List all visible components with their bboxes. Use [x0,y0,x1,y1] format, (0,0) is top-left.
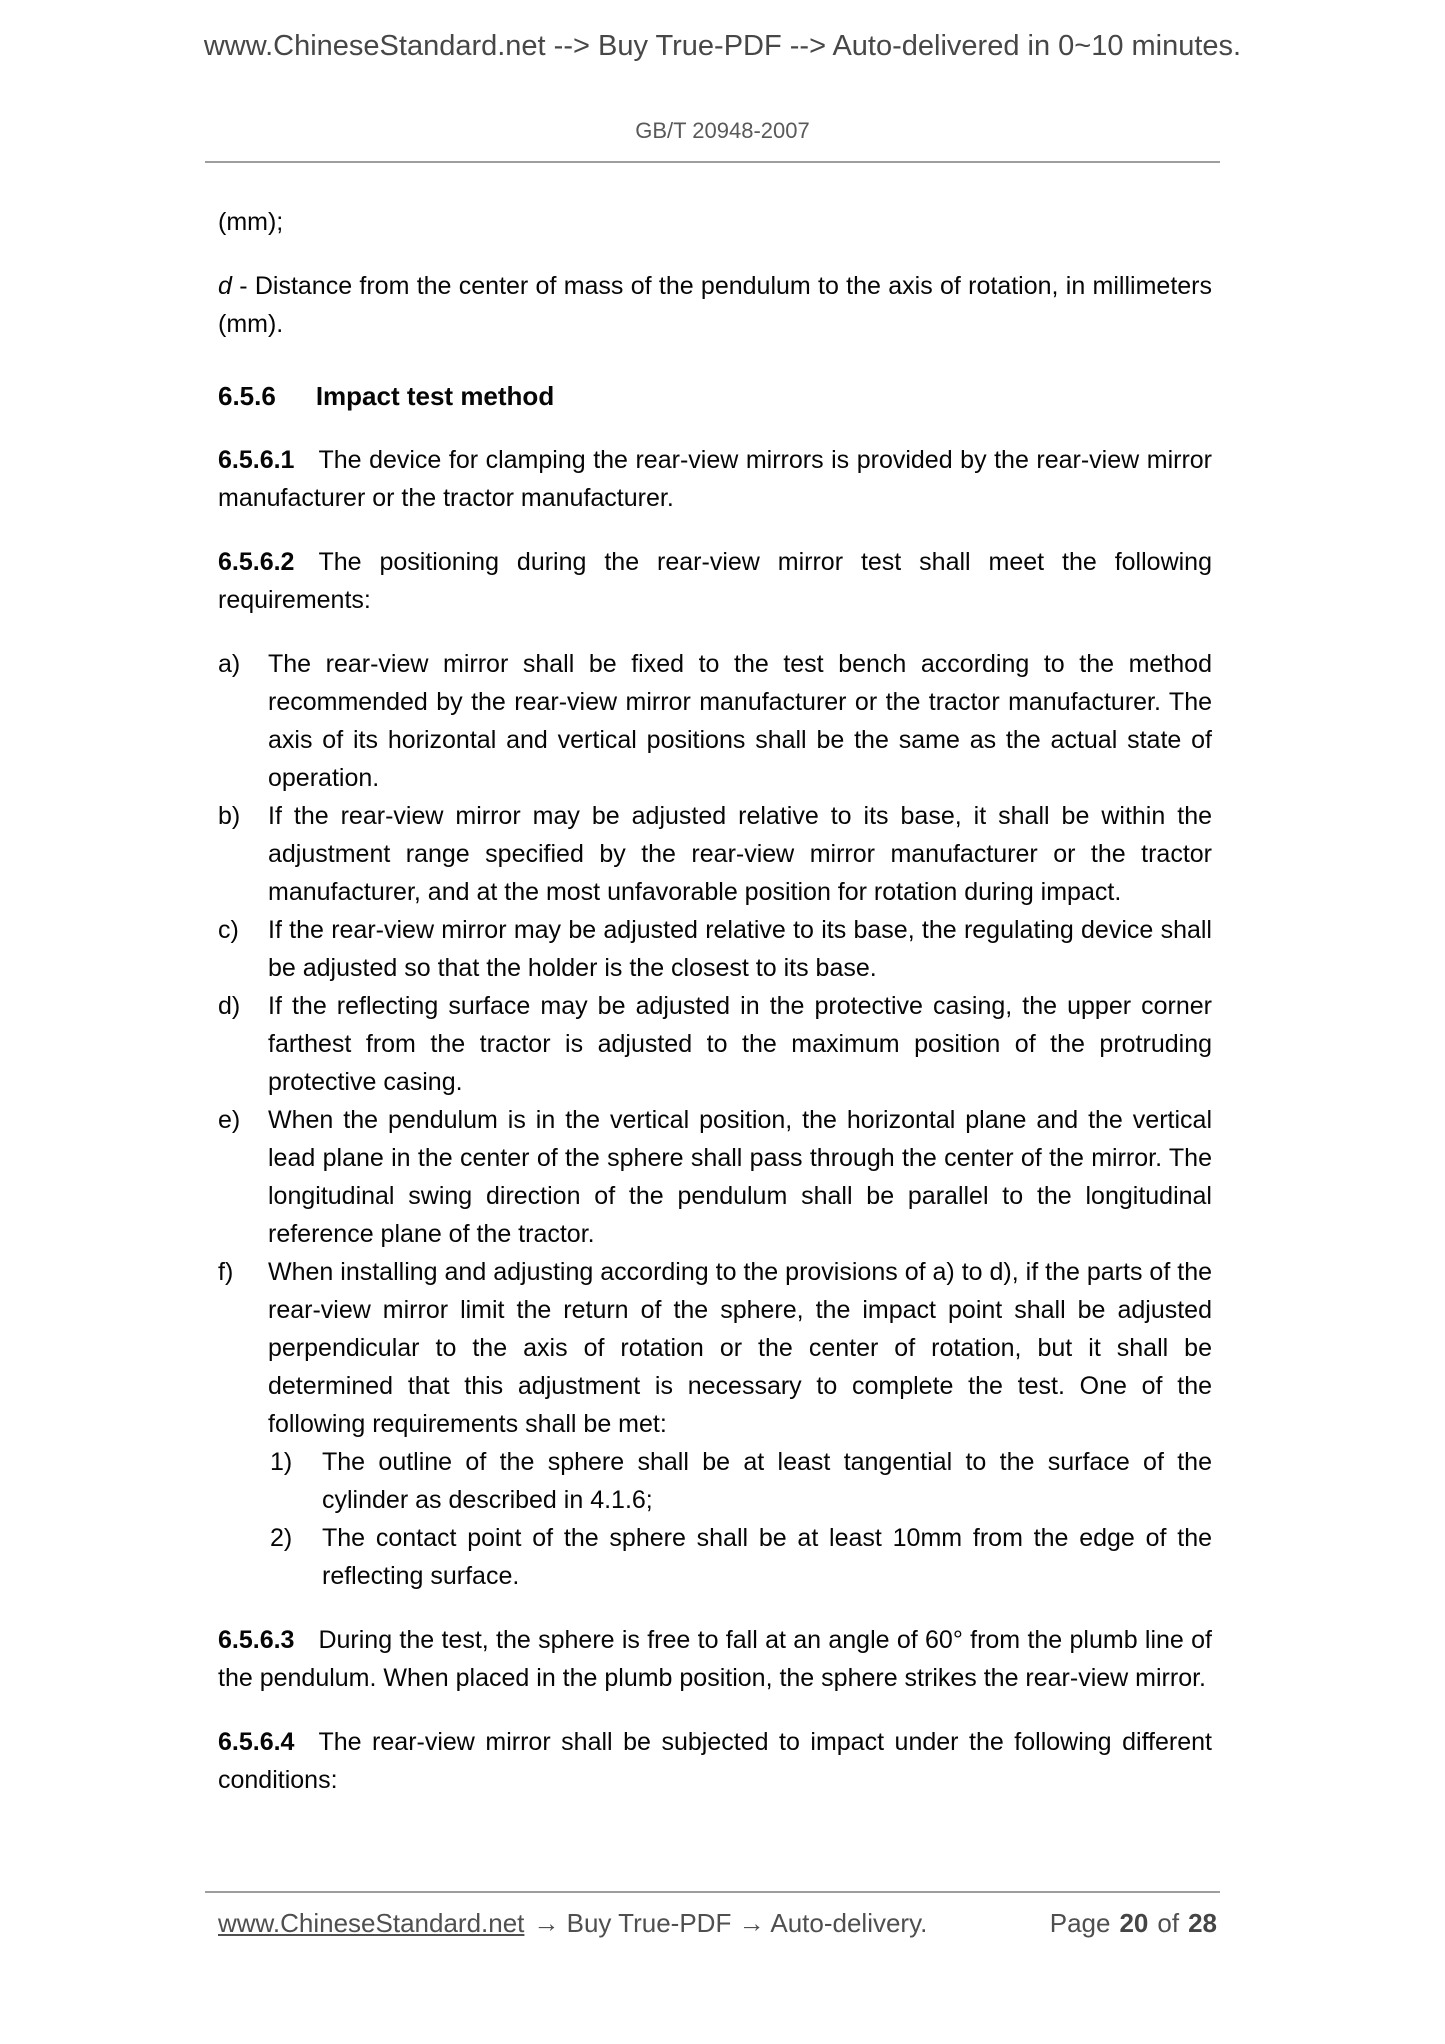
footer-site-link[interactable]: www.ChineseStandard.net [218,1908,525,1938]
list-item-d-label: d) [218,992,241,1020]
section-heading-656 [218,377,1212,415]
list-item-b-label: b) [218,802,241,830]
list-item-a-text: The rear-view mirror shall be fixed to the test bench according to the method recommended by the rear-view mirror manufacturer or the tractor manufacturer. The axis of its horizontal and vertical positions shall be the same as the actual state of operation. [268,650,1212,792]
section-number-656: 6.5.6 [218,381,276,411]
paragraph-d-text: - Distance from the center of mass of the pendulum to the axis of rotation, in millimeters (mm). [218,272,1212,338]
list-item-a [218,645,1212,797]
sublist-item-2-label: 2) [270,1524,293,1552]
paragraph-6562-text: The positioning during the rear-view mirror test shall meet the following requirements: [218,548,1212,614]
section-number-6564: 6.5.6.4 [218,1728,295,1756]
page-footer [218,1908,1217,1939]
list-item-f-text: When installing and adjusting according to the provisions of a) to d), if the parts of the rear-view mirror limit the return of the sphere, the impact point shall be adjusted perpendicular to the axis of rotation or the center of rotation, but it shall be determined that this adjustment is necessary to complete the test. One of the following requirements shall be met: [268,1258,1212,1438]
list-item-b [218,797,1212,911]
list-item-d-text: If the reflecting surface may be adjusted in the protective casing, the upper corner farthest from the tractor is adjusted to the maximum position of the protruding protective casing. [268,992,1212,1096]
footer-rule [205,1891,1220,1893]
list-item-c-label: c) [218,916,239,944]
top-banner-text: www.ChineseStandard.net --> Buy True-PDF --> Auto-delivered in 0~10 minutes. [203,30,1242,62]
sublist-item-1-text: The outline of the sphere shall be at least tangential to the surface of the cylinder as described in 4.1.6; [322,1448,1212,1514]
variable-d: d [218,272,232,300]
paragraph-d-definition [218,267,1212,343]
list-item-b-text: If the rear-view mirror may be adjusted relative to its base, it shall be within the adjustment range specified by the rear-view mirror manufacturer or the tractor manufacturer, and at the most unfavorable position for rotation during impact. [268,802,1212,906]
paragraph-6563 [218,1621,1212,1697]
page-indicator [1050,1908,1217,1939]
page-current: 20 [1119,1908,1149,1938]
page-total: 28 [1188,1908,1217,1938]
page-of-label: of [1157,1908,1180,1938]
section-title-656: Impact test method [315,381,555,411]
sublist-item-2 [270,1519,1212,1595]
paragraph-6561 [218,441,1212,517]
sublist-item-1-label: 1) [270,1448,293,1476]
list-item-a-label: a) [218,650,241,678]
list-item-e-text: When the pendulum is in the vertical position, the horizontal plane and the vertical lead plane in the center of the sphere shall pass through the center of the mirror. The longitudinal swing direction of the pendulum shall be parallel to the longitudinal reference plane of the tractor. [268,1106,1212,1248]
footer-left [218,1908,927,1939]
list-item-c [218,911,1212,987]
paragraph-6561-text: The device for clamping the rear-view mirrors is provided by the rear-view mirror manufacturer or the tractor manufacturer. [218,446,1212,512]
list-item-e-label: e) [218,1106,241,1134]
standard-number: GB/T 20948-2007 [635,118,810,143]
list-item-f-label: f) [218,1258,234,1286]
footer-tagline: → Buy True-PDF → Auto-delivery. [533,1908,928,1938]
sublist-item-1 [270,1443,1212,1519]
list-item-c-text: If the rear-view mirror may be adjusted relative to its base, the regulating device shall be adjusted so that the holder is the closest to its base. [268,916,1212,982]
paragraph-6563-text: During the test, the sphere is free to fall at an angle of 60° from the plumb line of the pendulum. When placed in the plumb position, the sphere strikes the rear-view mirror. [218,1626,1212,1692]
section-number-6563: 6.5.6.3 [218,1626,295,1654]
section-number-6562: 6.5.6.2 [218,548,295,576]
header-rule [205,161,1220,163]
list-item-e [218,1101,1212,1253]
paragraph-6564 [218,1723,1212,1799]
paragraph-mm: (mm); [218,208,284,236]
document-body [218,203,1212,1799]
paragraph-6564-text: The rear-view mirror shall be subjected to impact under the following different conditions: [218,1728,1212,1794]
paragraph-6562 [218,543,1212,619]
page-label: Page [1049,1908,1111,1938]
requirement-list [218,645,1212,1595]
sublist-item-2-text: The contact point of the sphere shall be at least 10mm from the edge of the reflecting surface. [322,1524,1212,1590]
section-number-6561: 6.5.6.1 [218,446,295,474]
list-item-d [218,987,1212,1101]
list-item-f [218,1253,1212,1443]
